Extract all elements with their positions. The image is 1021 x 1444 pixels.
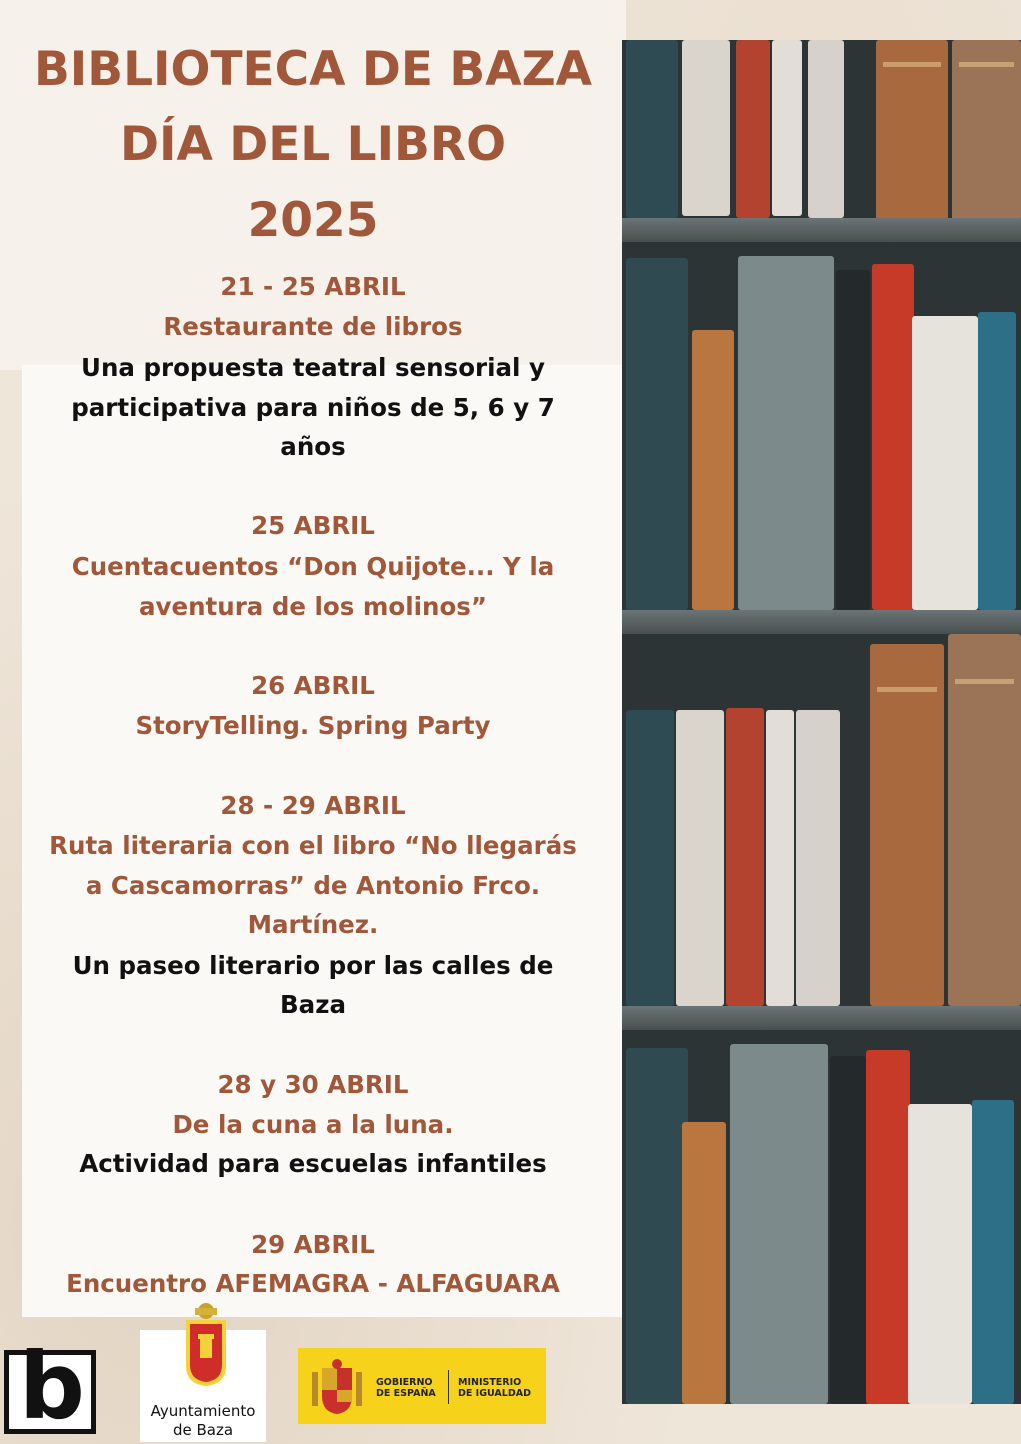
book-spine	[952, 40, 1021, 220]
book-spine	[912, 316, 978, 610]
ayuntamiento-line: Ayuntamiento	[150, 1402, 256, 1420]
book-spine	[682, 1122, 726, 1404]
book-spine	[796, 710, 840, 1006]
book-spine	[808, 40, 844, 218]
book-spine	[908, 1104, 972, 1404]
book-spine	[972, 1100, 1014, 1404]
ayuntamiento-label	[140, 1402, 266, 1440]
bookshelf-image	[622, 40, 1021, 1404]
book-spine	[866, 1050, 910, 1404]
event-title-line: Restaurante de libros	[163, 312, 463, 341]
book-spine	[948, 634, 1021, 1006]
event-title-line: a Cascamorras” de Antonio Frco.	[85, 871, 541, 900]
event-description-line: Un paseo literario por las calles de	[72, 951, 554, 980]
book-spine	[626, 258, 688, 610]
book-spine	[626, 1048, 688, 1404]
book-spine	[766, 710, 794, 1006]
gobierno-line: DE ESPAÑA	[376, 1388, 436, 1399]
logo-divider	[448, 1370, 449, 1404]
book-spine	[626, 40, 678, 218]
book-spine	[738, 256, 834, 610]
book-spine	[692, 330, 734, 610]
shelf-plank	[622, 218, 1021, 242]
book-spine	[676, 710, 724, 1006]
shelf-plank	[622, 610, 1021, 634]
event-date: 25 ABRIL	[251, 511, 375, 540]
event-title-line: Cuentacuentos “Don Quijote... Y la	[71, 552, 555, 581]
shelf-plank	[622, 1006, 1021, 1030]
book-spine	[836, 270, 870, 610]
gobierno-line: GOBIERNO	[376, 1377, 433, 1388]
event-date: 21 - 25 ABRIL	[220, 272, 406, 301]
event-title-line: Martínez.	[247, 910, 379, 939]
event-title-line: De la cuna a la luna.	[172, 1110, 454, 1139]
event-date: 29 ABRIL	[251, 1230, 375, 1259]
book-spine	[736, 40, 770, 218]
library-logo-letter: b	[19, 1333, 85, 1440]
ayuntamiento-line: de Baza	[172, 1421, 234, 1439]
event-description-line: Una propuesta teatral sensorial y	[81, 353, 545, 382]
book-spine	[682, 40, 730, 216]
book-spine	[772, 40, 802, 216]
book-spine	[872, 264, 914, 610]
event-description-line: años	[280, 432, 346, 461]
ayuntamiento-coat-of-arms-icon	[183, 1302, 229, 1388]
ministerio-text	[458, 1377, 538, 1399]
event-date: 28 - 29 ABRIL	[220, 791, 406, 820]
ministerio-line: DE IGUALDAD	[458, 1388, 531, 1399]
event-title-line: StoryTelling. Spring Party	[135, 711, 491, 740]
event-title-line: Encuentro AFEMAGRA - ALFAGUARA	[66, 1269, 560, 1298]
year-title: 2025	[247, 193, 379, 248]
book-spine	[730, 1044, 828, 1404]
book-spine	[726, 708, 764, 1006]
event-date: 28 y 30 ABRIL	[217, 1070, 409, 1099]
event-description-line: Baza	[280, 990, 346, 1019]
event-date: 26 ABRIL	[251, 671, 375, 700]
library-title: BIBLIOTECA DE BAZA	[33, 42, 593, 97]
book-spine	[978, 312, 1016, 610]
event-title: DÍA DEL LIBRO	[119, 117, 507, 172]
book-spine	[830, 1056, 866, 1404]
ministerio-line: MINISTERIO	[458, 1377, 522, 1388]
book-spine	[876, 40, 948, 220]
spain-coat-of-arms-icon	[308, 1358, 366, 1416]
gobierno-ministerio-logo	[298, 1348, 546, 1424]
event-title-line: Ruta literaria con el libro “No llegarás	[49, 831, 577, 860]
event-description-line: Actividad para escuelas infantiles	[79, 1149, 547, 1178]
event-title-line: aventura de los molinos”	[138, 592, 487, 621]
event-description-line: participativa para niños de 5, 6 y 7	[71, 393, 555, 422]
book-spine	[870, 644, 944, 1006]
gobierno-text	[376, 1377, 438, 1399]
book-spine	[626, 710, 674, 1006]
library-logo	[4, 1333, 96, 1440]
